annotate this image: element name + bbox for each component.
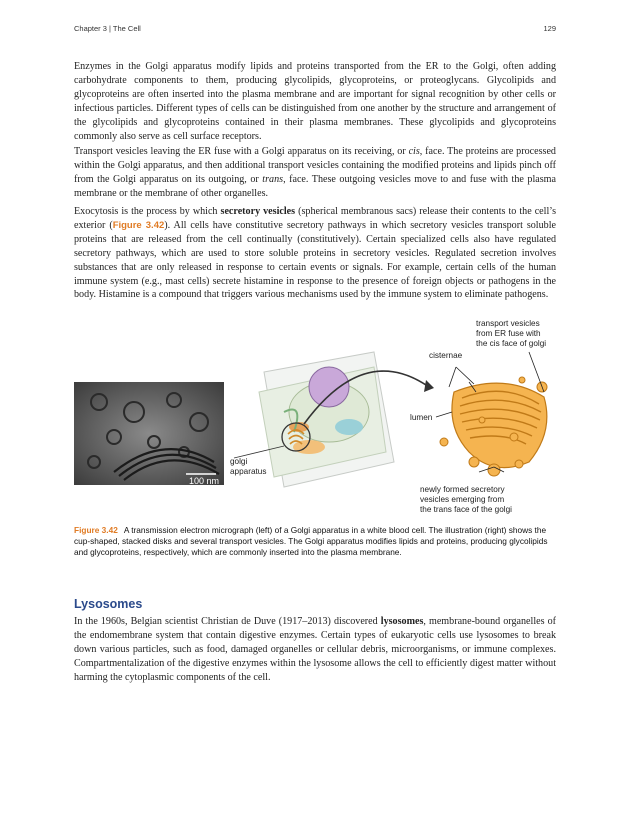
term-secretory-vesicles: secretory vesicles xyxy=(220,206,296,217)
label-secretory-3: the trans face of the golgi xyxy=(420,505,512,514)
label-secretory-1: newly formed secretory xyxy=(420,485,505,494)
paragraph-text: Exocytosis is the process by which xyxy=(74,206,221,217)
paragraph-glycoproteins xyxy=(74,60,556,143)
paragraph-text: , face. The proteins are processed within the Golgi apparatus, and then additional transport vesicles containing the modified proteins and lipids pinch off from the Golgi apparatus on its outgoing, or xyxy=(74,146,556,185)
electron-micrograph xyxy=(74,382,224,486)
label-apparatus: apparatus xyxy=(230,467,267,476)
figure-illustration xyxy=(74,312,564,522)
term-lysosomes: lysosomes xyxy=(380,616,424,627)
label-secretory-2: vesicles emerging from xyxy=(420,495,505,504)
caption-number: Figure 3.42 xyxy=(74,525,118,535)
page-header xyxy=(74,24,556,36)
label-cisternae: cisternae xyxy=(429,351,463,360)
paragraph-text: ). All cells have constitutive secretory pathways in which secretory vesicles transport soluble proteins that are released from the cell continually (constitutively). Certain specialized cells also have regulated secretory pathways, which are used to store soluble proteins in secretory vesicles. Regulated secretion involves substances that are only released in response to certain events or signals. For example, certain cells of the human immune system (e.g., mast cells) secrete histamine in response to the presence of foreign objects or pathogens in the body. Histamine is a compound that triggers various mechanisms used by the immune system to eliminate pathogens. xyxy=(74,219,556,301)
paragraph-text: , face. These outgoing vesicles move to and fuse with the plasma membrane or the membrane of other organelles. xyxy=(74,173,556,199)
paragraph-text: Transport vesicles leaving the ER fuse with a Golgi apparatus on its receiving, or xyxy=(74,146,409,157)
section-heading: Lysosomes xyxy=(74,597,143,611)
label-golgi: golgi xyxy=(230,457,248,466)
paragraph-text: Enzymes in the Golgi apparatus modify lipids and proteins transported from the ER to the Golgi, often adding carbohydrate components to them, producing glycolipids, glycoproteins, or proteoglycans. Glycolipids and glycoproteins are often inserted into the plasma membrane and are important for signal recognition by other cells or infectious particles. Different types of cells can be distinguished from one another by the structure and arrangement of the glycolipids and glycoproteins contained in their plasma membranes. These glycolipids and glycoproteins commonly also serve as cell surface receptors. xyxy=(74,61,556,142)
figure-caption xyxy=(74,525,554,558)
figure-golgi xyxy=(74,312,564,522)
term-cis: cis xyxy=(408,146,420,157)
paragraph-lysosomes xyxy=(74,615,556,685)
paragraph-transport-vesicles xyxy=(74,145,556,201)
label-transport-3: the cis face of golgi xyxy=(476,339,547,348)
label-transport-1: transport vesicles xyxy=(476,319,540,328)
page-number: 129 xyxy=(543,24,556,33)
label-lumen: lumen xyxy=(410,413,433,422)
scale-bar-label: 100 nm xyxy=(189,476,220,486)
caption-text: A transmission electron micrograph (left) of a Golgi apparatus in a white blood cell. The illustration (right) shows the cup-shaped, stacked disks and several transport vesicles. The Golgi apparatus modifies lipids and proteins, producing glycolipids and glycoproteins, respectively, which are commonly inserted into the plasma membrane. xyxy=(74,525,548,557)
paragraph-text: (spherical membranous sacs) release their contents to the cell’s exterior ( xyxy=(74,206,556,231)
chapter-title: Chapter 3 | The Cell xyxy=(74,24,141,33)
figure-reference-link[interactable]: Figure 3.42 xyxy=(112,219,165,231)
paragraph-text: In the 1960s, Belgian scientist Christian de Duve (1917–2013) discovered xyxy=(74,616,381,627)
label-transport-2: from ER fuse with xyxy=(476,329,541,338)
golgi-illustration xyxy=(436,352,547,476)
term-trans: trans xyxy=(262,173,284,185)
paragraph-text: , membrane-bound organelles of the endomembrane system that contain digestive enzymes. Certain types of eukaryotic cells use lysosomes to break down various particles, such as food, damaged organelles or cellular debris, microorganisms, or immune complexes. Compartmentalization of the digestive enzymes within the lysosome allows the cell to efficiently digest matter without harming the cytoplasmic components of the cell. xyxy=(74,616,557,683)
paragraph-exocytosis xyxy=(74,205,556,302)
